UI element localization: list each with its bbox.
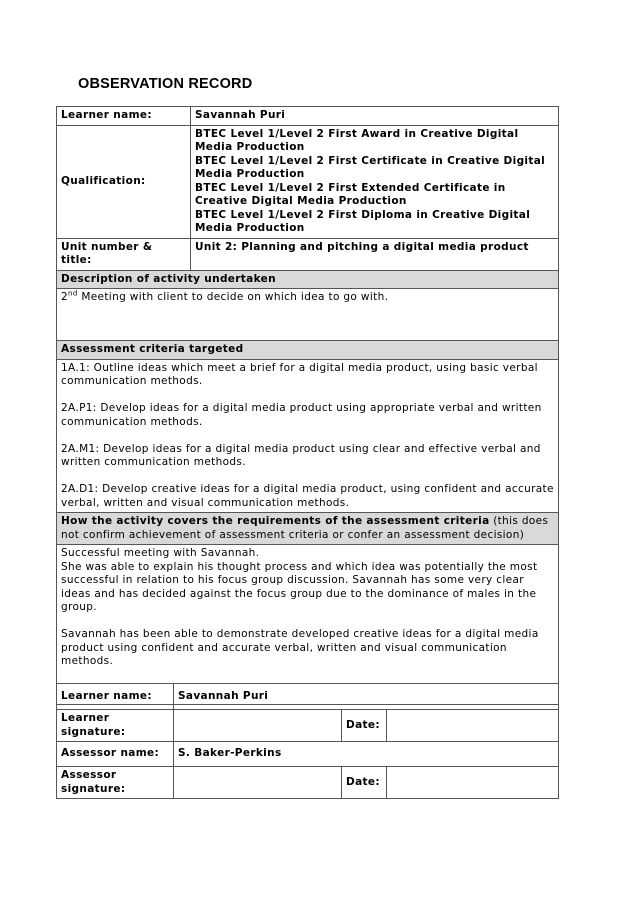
criteria-heading: Assessment criteria targeted — [57, 341, 559, 360]
coverage-heading-bold: How the activity covers the requirements of the assessment criteria — [61, 515, 490, 527]
coverage-paragraph: Savannah has been able to demonstrate developed creative ideas for a digital media product using confident and accurate verbal, written and visual communication methods. — [61, 628, 539, 667]
description-body: Meeting with client to decide on which idea to go with. — [77, 291, 389, 303]
ordinal-number: 2 — [61, 291, 69, 303]
learner-name-label-bottom: Learner name: — [57, 684, 174, 710]
learner-signature-label: Learner signature: — [57, 710, 174, 742]
learner-date-field[interactable] — [387, 710, 559, 742]
coverage-text — [57, 545, 559, 705]
learner-date-label: Date: — [342, 710, 387, 742]
criteria-item: 1A.1: Outline ideas which meet a brief for a digital media product, using basic verbal communication methods. — [61, 361, 538, 387]
description-heading: Description of activity undertaken — [57, 270, 559, 289]
qualification-line: BTEC Level 1/Level 2 First Extended Certificate in Creative Digital Media Production — [195, 181, 506, 207]
ordinal-suffix: nd — [68, 289, 78, 298]
observation-table — [56, 106, 559, 705]
description-text — [57, 289, 559, 341]
assessor-signature-field[interactable] — [174, 767, 342, 799]
qualification-line: BTEC Level 1/Level 2 First Diploma in Creative Digital Media Production — [195, 208, 531, 234]
learner-signature-field[interactable] — [174, 710, 342, 742]
qualification-value — [191, 125, 559, 238]
qualification-line: BTEC Level 1/Level 2 First Award in Creative Digital Media Production — [195, 127, 519, 153]
qualification-label: Qualification: — [57, 125, 191, 238]
assessor-name-value: S. Baker-Perkins — [174, 742, 559, 767]
learner-name-label: Learner name: — [57, 107, 191, 126]
criteria-item: 2A.D1: Develop creative ideas for a digital media product, using confident and accurate verbal, written and visual communication methods. — [61, 483, 554, 509]
criteria-item: 2A.P1: Develop ideas for a digital media product using appropriate verbal and written communication methods. — [61, 402, 542, 428]
learner-name-value: Savannah Puri — [191, 107, 559, 126]
signature-table — [56, 683, 559, 799]
qualification-line: BTEC Level 1/Level 2 First Certificate in Creative Digital Media Production — [195, 154, 546, 180]
criteria-item: 2A.M1: Develop ideas for a digital media product using clear and effective verbal and written communication methods. — [61, 442, 541, 468]
criteria-list — [57, 359, 559, 513]
coverage-heading-note: (this does not confirm achievement of assessment criteria or confer an assessment decision) — [61, 515, 549, 541]
unit-value: Unit 2: Planning and pitching a digital media product — [191, 238, 559, 270]
page-title: OBSERVATION RECORD — [78, 76, 253, 92]
coverage-heading — [57, 513, 559, 545]
assessor-name-label: Assessor name: — [57, 742, 174, 767]
assessor-date-label: Date: — [342, 767, 387, 799]
unit-label: Unit number & title: — [57, 238, 191, 270]
learner-name-value-bottom: Savannah Puri — [174, 684, 559, 710]
assessor-signature-label: Assessor signature: — [57, 767, 174, 799]
coverage-paragraph: Successful meeting with Savannah. She was able to explain his thought process and which idea was potentially the most successful in relation to his focus group discussion. Savannah has some very clear ideas and has decided against the focus group due to the dominance of males in the group. — [61, 547, 538, 613]
assessor-date-field[interactable] — [387, 767, 559, 799]
